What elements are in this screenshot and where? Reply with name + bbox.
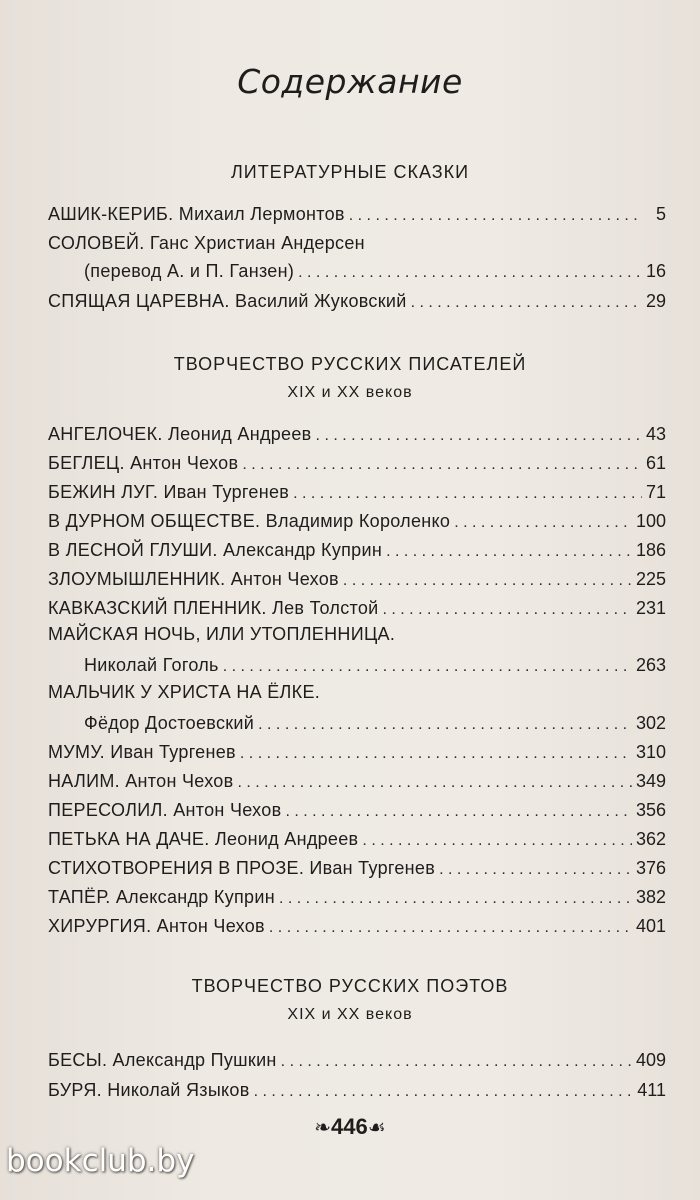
toc-entry-title: ТАПЁР. Александр Куприн (48, 887, 275, 907)
toc-entry-page: 349 (635, 771, 666, 791)
toc-leader-dots (258, 716, 632, 734)
watermark: bookclub.by (6, 1143, 195, 1179)
toc-leader-dots (254, 1083, 634, 1101)
toc-leader-dots (362, 832, 632, 850)
toc-entry-page: 382 (635, 887, 666, 907)
toc-entry-page: 310 (635, 742, 666, 762)
toc-entry-page: 231 (635, 598, 666, 618)
toc-entry (48, 880, 666, 908)
toc-entry (48, 417, 666, 445)
toc-entry (48, 822, 666, 850)
toc-leader-dots (279, 890, 632, 908)
toc-leader-dots (411, 294, 642, 312)
toc-entry-page: 43 (645, 424, 666, 444)
section-heading-poets: ТВОРЧЕСТВО РУССКИХ ПОЭТОВ (191, 976, 509, 996)
toc-entry-page: 302 (635, 713, 666, 733)
toc-entry-page: 411 (637, 1080, 666, 1100)
toc-entry-title: СПЯЩАЯ ЦАРЕВНА. Василий Жуковский (48, 291, 407, 311)
toc-entry-page: 362 (635, 829, 666, 849)
toc-entry-title: АНГЕЛОЧЕК. Леонид Андреев (48, 424, 312, 444)
toc-leader-dots (293, 485, 642, 503)
toc-entry-page: 61 (645, 453, 666, 473)
toc-entry-title: ПЕРЕСОЛИЛ. Антон Чехов (48, 800, 282, 820)
toc-entry-title: БЕЖИН ЛУГ. Иван Тургенев (48, 482, 290, 502)
toc-leader-dots (454, 514, 632, 532)
toc-entry (84, 254, 666, 282)
section-subheading: XIX и XX веков (287, 1006, 413, 1023)
toc-entry-page: 409 (635, 1050, 666, 1070)
toc-leader-dots (223, 658, 632, 676)
toc-entry-title: МУМУ. Иван Тургенев (48, 742, 236, 762)
toc-leader-dots (237, 774, 631, 792)
ornament-right-icon: ☙ (367, 1117, 386, 1139)
toc-entry-page: 356 (635, 800, 666, 820)
toc-leader-dots (298, 264, 642, 282)
toc-entry (48, 909, 666, 937)
toc-entry (84, 648, 666, 676)
toc-entry (48, 735, 666, 763)
toc-entry-title: БЕГЛЕЦ. Антон Чехов (48, 453, 239, 473)
toc-entry-title: МАЛЬЧИК У ХРИСТА НА ЁЛКЕ. (48, 682, 321, 702)
toc-leader-dots (383, 601, 632, 619)
toc-entry (48, 475, 666, 503)
toc-leader-dots (316, 427, 642, 445)
toc-entry-title: СТИХОТВОРЕНИЯ В ПРОЗЕ. Иван Тургенев (48, 858, 436, 878)
toc-entry-title: Николай Гоголь (84, 655, 219, 675)
toc-entry-title: МАЙСКАЯ НОЧЬ, ИЛИ УТОПЛЕННИЦА. (48, 624, 396, 644)
toc-leader-dots (240, 745, 632, 763)
toc-entry-title: АШИК-КЕРИБ. Михаил Лермонтов (48, 204, 345, 224)
toc-entry-page: 186 (635, 540, 666, 560)
page-number (0, 1114, 700, 1140)
toc-leader-dots (343, 572, 632, 590)
toc-entry (48, 562, 666, 590)
toc-leader-dots (242, 456, 642, 474)
toc-entry (48, 793, 666, 821)
page-title: Содержание (237, 62, 463, 101)
toc-entry-page: 263 (635, 655, 666, 675)
toc-entry-page: 5 (655, 204, 666, 224)
toc-entry-title: КАВКАЗСКИЙ ПЛЕННИК. Лев Толстой (48, 598, 379, 618)
toc-entry-page: 71 (645, 482, 666, 502)
toc-entry-title: ПЕТЬКА НА ДАЧЕ. Леонид Андреев (48, 829, 359, 849)
toc-entry-title: В ДУРНОМ ОБЩЕСТВЕ. Владимир Короленко (48, 511, 451, 531)
toc-entry-page: 376 (635, 858, 666, 878)
toc-entry-page: 401 (635, 916, 666, 936)
section-subheading: XIX и XX веков (287, 384, 413, 401)
toc-entry (48, 764, 666, 792)
toc-entry (48, 1043, 666, 1071)
toc-entry-page: 100 (635, 511, 666, 531)
toc-leader-dots (281, 1053, 632, 1071)
toc-entry-title: ХИРУРГИЯ. Антон Чехов (48, 916, 265, 936)
toc-entry (48, 197, 666, 225)
toc-leader-dots (349, 207, 642, 225)
toc-entry-title: БЕСЫ. Александр Пушкин (48, 1050, 277, 1070)
toc-leader-dots (439, 861, 632, 879)
toc-entry-title: СОЛОВЕЙ. Ганс Христиан Андерсен (48, 233, 365, 253)
toc-entry (48, 851, 666, 879)
toc-entry-title: НАЛИМ. Антон Чехов (48, 771, 234, 791)
toc-entry (84, 706, 666, 734)
toc-entry (48, 284, 666, 312)
page-number-value: 446 (331, 1114, 368, 1139)
ornament-left-icon: ❧ (314, 1117, 332, 1139)
toc-entry-page: 29 (645, 291, 666, 311)
toc-entry-page: 225 (635, 569, 666, 589)
toc-leader-dots (386, 543, 632, 561)
toc-entry (48, 446, 666, 474)
toc-entry (48, 1073, 666, 1101)
toc-entry-title: ЗЛОУМЫШЛЕННИК. Антон Чехов (48, 569, 339, 589)
toc-leader-dots (269, 919, 632, 937)
toc-leader-dots (285, 803, 632, 821)
toc-entry (48, 504, 666, 532)
toc-entry-title: Фёдор Достоевский (84, 713, 255, 733)
section-heading-literary-tales: ЛИТЕРАТУРНЫЕ СКАЗКИ (230, 162, 470, 182)
toc-entry-title: В ЛЕСНОЙ ГЛУШИ. Александр Куприн (48, 540, 383, 560)
toc-entry-page: 16 (645, 261, 666, 281)
section-heading-writers: ТВОРЧЕСТВО РУССКИХ ПИСАТЕЛЕЙ (173, 354, 527, 374)
toc-entry-title: (перевод А. и П. Ганзен) (84, 261, 295, 281)
toc-entry (48, 591, 666, 619)
toc-entry (48, 533, 666, 561)
toc-entry-title: БУРЯ. Николай Языков (48, 1080, 250, 1100)
